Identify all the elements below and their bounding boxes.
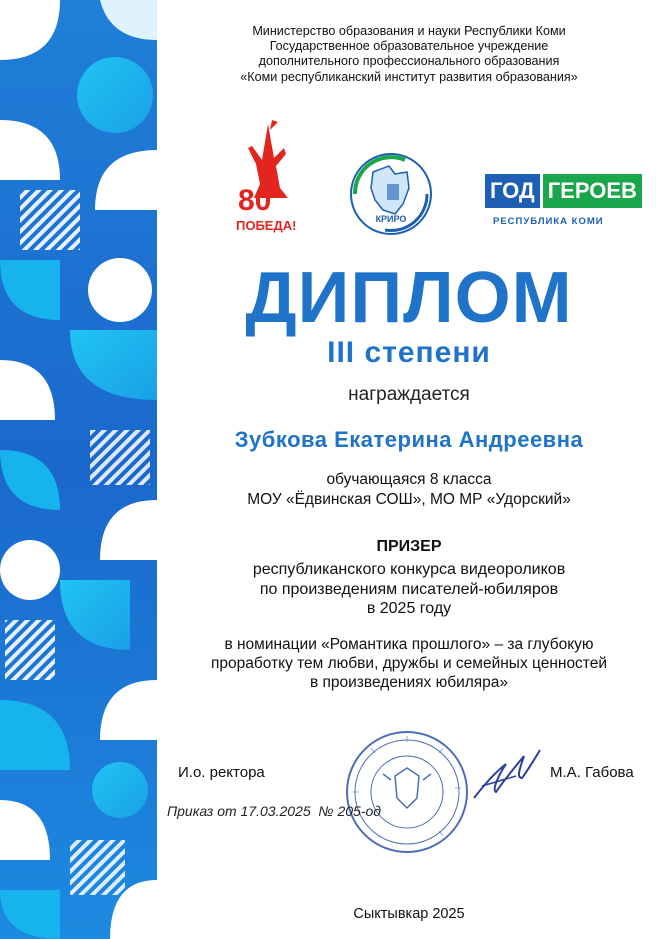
heroes-line1: ГОД <box>485 174 540 208</box>
logos-row <box>157 118 661 248</box>
awarded-label: награждается <box>348 384 470 405</box>
year-of-heroes-logo <box>485 174 637 240</box>
nomination-line: в номинации «Романтика прошлого» – за глубокую <box>224 636 594 653</box>
contest-description <box>157 560 661 619</box>
heroes-subtitle: РЕСПУБЛИКА КОМИ <box>493 216 604 227</box>
heroes-line2: ГЕРОЕВ <box>543 174 642 208</box>
institution-header <box>157 24 661 85</box>
signatory-name: М.А. Габова <box>550 764 634 781</box>
contest-line: по произведениям писателей-юбиляров <box>259 580 559 598</box>
kriro-logo <box>345 148 437 240</box>
nomination-line: проработку тем любви, дружбы и семейных ценностей <box>210 655 608 672</box>
recipient-name: Зубкова Екатерина Андреевна <box>234 427 584 452</box>
victory-text: ПОБЕДА! <box>236 218 297 233</box>
victory-80-logo <box>234 118 304 242</box>
header-line: дополнительного профессионального образования <box>258 54 560 69</box>
official-stamp <box>343 728 471 856</box>
header-line: Министерство образования и науки Республики Коми <box>252 24 566 38</box>
victory-number: 80 <box>238 184 272 217</box>
kriro-text: КРИРО <box>375 214 407 224</box>
header-line: «Коми республиканский институт развития образования» <box>240 69 578 84</box>
komi-map-icon <box>345 148 437 240</box>
student-grade: обучающаяся 8 класса <box>326 471 492 488</box>
city-year: Сыктывкар 2025 <box>353 906 465 922</box>
decorative-pattern-band <box>0 0 157 939</box>
student-info <box>157 470 661 510</box>
handwritten-signature <box>468 740 546 806</box>
student-school: МОУ «Ёдвинская СОШ», МО МР «Удорский» <box>247 491 571 508</box>
diploma-degree: III степени <box>327 336 491 369</box>
nomination-line: в произведениях юбиляра» <box>309 674 509 691</box>
order-reference: Приказ от 17.03.2025 № 205-од <box>167 803 381 819</box>
contest-line: в 2025 году <box>366 600 452 617</box>
diploma-title: ДИПЛОМ <box>245 258 573 338</box>
contest-line: республиканского конкурса видеороликов <box>252 561 566 578</box>
prize-title: ПРИЗЕР <box>376 538 442 555</box>
nomination-description <box>157 635 661 692</box>
signatory-position: И.о. ректора <box>178 764 265 781</box>
header-line: Государственное образовательное учреждение <box>269 39 549 54</box>
